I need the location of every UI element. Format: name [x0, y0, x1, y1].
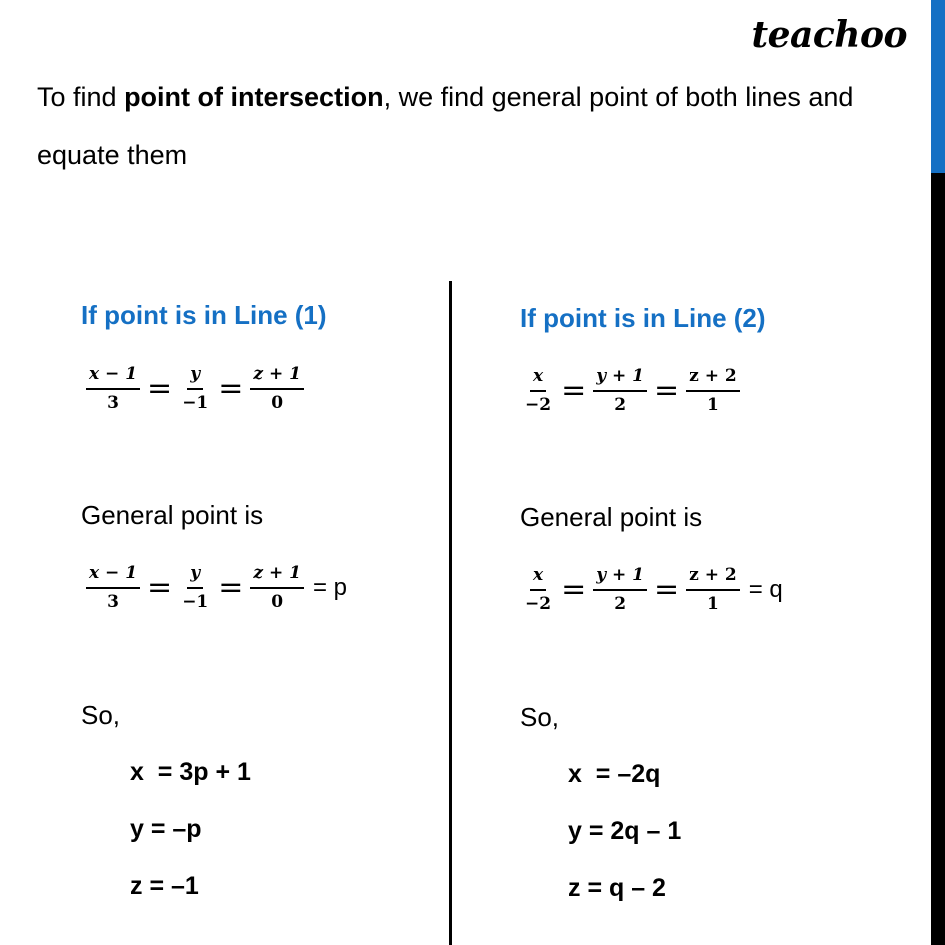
line2-general-label: General point is: [520, 502, 703, 532]
line2-result-y: y = 2q – 1: [568, 817, 682, 845]
numerator: y + 1: [593, 565, 647, 591]
line1-result-x: x = 3p + 1: [130, 758, 251, 786]
line1-so-label: So,: [81, 700, 121, 730]
line2-heading: If point is in Line (2): [520, 303, 766, 333]
intro-bold-term: point of intersection: [124, 82, 384, 112]
equals-sign: =: [147, 570, 173, 605]
denominator: 0: [271, 393, 284, 413]
denominator: 2: [614, 395, 627, 415]
fraction: [686, 565, 740, 615]
fraction: [522, 366, 554, 416]
denominator: −1: [182, 393, 209, 413]
equals-sign: =: [218, 570, 244, 605]
denominator: 3: [107, 592, 119, 612]
denominator: −2: [525, 395, 552, 415]
fraction: [593, 565, 647, 615]
line1-general-label: General point is: [81, 500, 264, 530]
equals-sign: =: [561, 572, 587, 607]
line1-result-y: y = –p: [130, 815, 202, 843]
teachoo-logo: teachoo: [751, 14, 907, 56]
parameter-tail: = p: [312, 574, 348, 601]
numerator: x − 1: [86, 364, 140, 390]
fraction: [593, 366, 647, 416]
line2-general-equation: [520, 565, 783, 615]
numerator: z + 2: [686, 565, 740, 591]
numerator: y: [187, 364, 203, 390]
denominator: −2: [525, 594, 552, 614]
denominator: 1: [707, 395, 719, 415]
denominator: 0: [271, 592, 284, 612]
column-divider: [449, 281, 452, 945]
intro-text-start: To find: [37, 82, 125, 112]
parameter-tail: = q: [748, 576, 783, 603]
equals-sign: =: [654, 373, 680, 408]
denominator: −1: [182, 592, 209, 612]
numerator: z + 2: [686, 366, 740, 392]
line2-result-z: z = q – 2: [568, 874, 666, 902]
intro-text-end: , we find general point of both lines and equate them: [37, 82, 854, 170]
fraction: [250, 364, 304, 414]
fraction: [86, 364, 140, 414]
numerator: z + 1: [250, 563, 304, 589]
fraction: [522, 565, 554, 615]
line2-so-label: So,: [520, 702, 560, 732]
line1-equation: [84, 364, 306, 414]
line1-heading: If point is in Line (1): [81, 300, 327, 330]
line2-equation: [520, 366, 742, 416]
fraction: [179, 364, 211, 414]
line1-general-equation: [84, 563, 347, 613]
equals-sign: =: [654, 572, 680, 607]
numerator: x: [530, 565, 546, 591]
numerator: x: [530, 366, 546, 392]
line1-result-z: z = –1: [130, 872, 199, 900]
scrollbar-thumb[interactable]: [931, 0, 945, 173]
equals-sign: =: [147, 371, 173, 406]
equals-sign: =: [561, 373, 587, 408]
fraction: [86, 563, 140, 613]
denominator: 2: [614, 594, 627, 614]
line2-result-x: x = –2q: [568, 760, 661, 788]
fraction: [250, 563, 304, 613]
numerator: y + 1: [593, 366, 647, 392]
numerator: y: [187, 563, 203, 589]
denominator: 1: [707, 594, 719, 614]
fraction: [179, 563, 211, 613]
fraction: [686, 366, 740, 416]
denominator: 3: [107, 393, 119, 413]
intro-paragraph: [37, 68, 897, 184]
numerator: x − 1: [86, 563, 140, 589]
numerator: z + 1: [250, 364, 304, 390]
equals-sign: =: [218, 371, 244, 406]
